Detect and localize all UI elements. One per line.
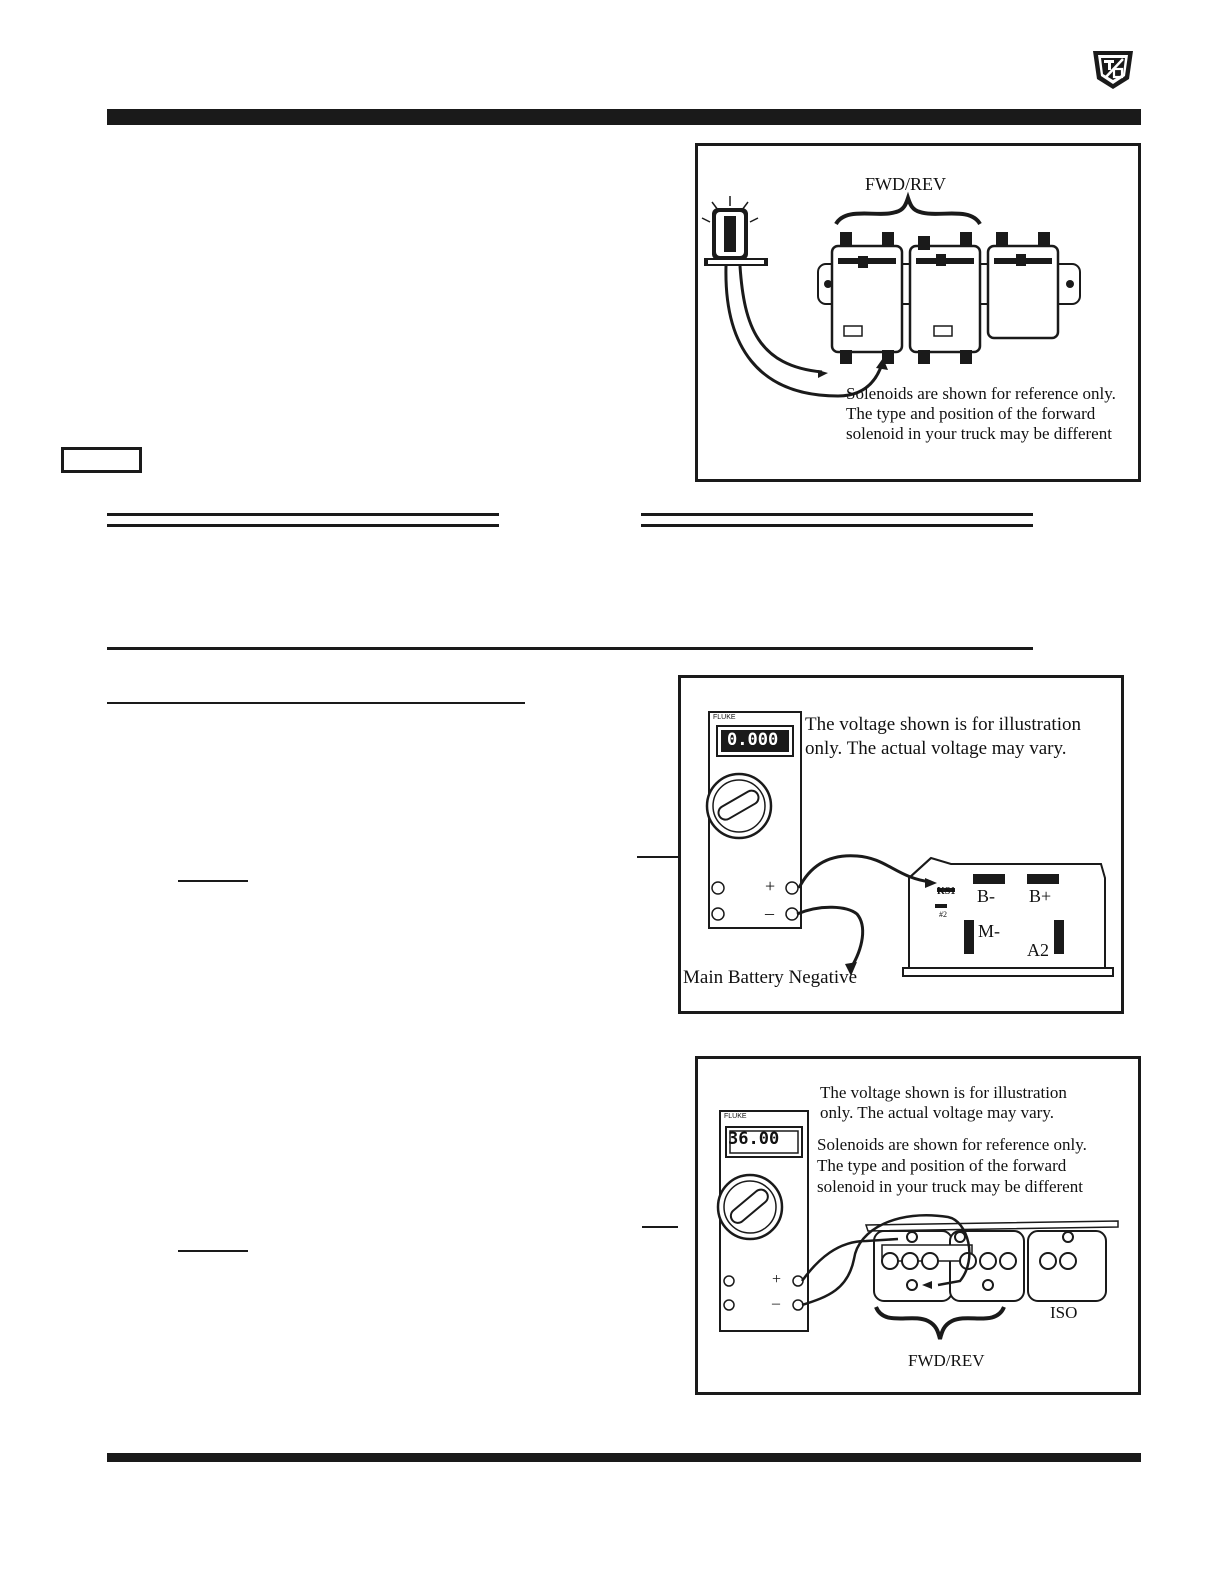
solenoid-group xyxy=(874,1231,1106,1301)
fwdrev-label: FWD/REV xyxy=(908,1351,985,1370)
brand-logo xyxy=(1087,45,1139,93)
footer-rule xyxy=(107,1453,1141,1462)
meter-plus-label: + xyxy=(765,876,776,896)
meter-minus-label: – xyxy=(772,1295,780,1312)
underline-mark-1 xyxy=(178,880,248,882)
controller-icon xyxy=(903,858,1113,976)
fig1-note-line1: Solenoids are shown for reference only. xyxy=(846,384,1116,403)
fig1-note-line3: solenoid in your truck may be different xyxy=(846,424,1112,443)
ks1-sub-label: #2 xyxy=(939,910,947,919)
bminus-label: B- xyxy=(977,886,995,906)
ks1-label: KS1 xyxy=(937,886,956,897)
figure-fwd-solenoid-voltage-test xyxy=(695,1056,1141,1395)
figure-ks1-voltage-test xyxy=(678,675,1124,1014)
mminus-label: M- xyxy=(978,921,1000,941)
section-rule-left xyxy=(107,513,499,527)
a2-label: A2 xyxy=(1027,940,1049,960)
fig3-note-line3: Solenoids are shown for reference only. xyxy=(817,1135,1087,1154)
beacon-icon xyxy=(702,196,768,266)
subheading-underline xyxy=(107,702,525,704)
fig3-note-line2: only. The actual voltage may vary. xyxy=(820,1103,1054,1122)
meter-reading: 36.00 xyxy=(728,1129,780,1149)
meter-minus-label: – xyxy=(765,903,774,923)
fwdrev-label: FWD/REV xyxy=(865,174,946,194)
note-box xyxy=(61,447,142,473)
iso-label: ISO xyxy=(1050,1303,1078,1322)
figure-fwdrev-solenoids xyxy=(695,143,1141,482)
fig2-note-line2: only. The actual voltage may vary. xyxy=(805,738,1067,759)
main-battery-negative-label: Main Battery Negative xyxy=(683,967,858,988)
fig3-callout-line xyxy=(642,1226,678,1228)
bplus-label: B+ xyxy=(1029,886,1052,906)
meter-plus-label: + xyxy=(772,1271,782,1288)
meter-brand: FLUKE xyxy=(713,714,736,721)
header-rule xyxy=(107,109,1141,125)
section-divider xyxy=(107,647,1033,650)
section-rule-right xyxy=(641,513,1033,527)
fig3-note-line1: The voltage shown is for illustration xyxy=(820,1083,1067,1102)
underline-mark-2 xyxy=(178,1250,248,1252)
fig2-note-line1: The voltage shown is for illustration xyxy=(805,714,1081,735)
fig3-note-line4: The type and position of the forward xyxy=(817,1156,1067,1175)
meter-reading: 0.000 xyxy=(727,730,779,750)
fig3-note-line5: solenoid in your truck may be different xyxy=(817,1177,1083,1196)
fig1-note-line2: The type and position of the forward xyxy=(846,404,1096,423)
fig2-callout-line xyxy=(637,856,678,858)
meter-brand: FLUKE xyxy=(724,1113,747,1120)
